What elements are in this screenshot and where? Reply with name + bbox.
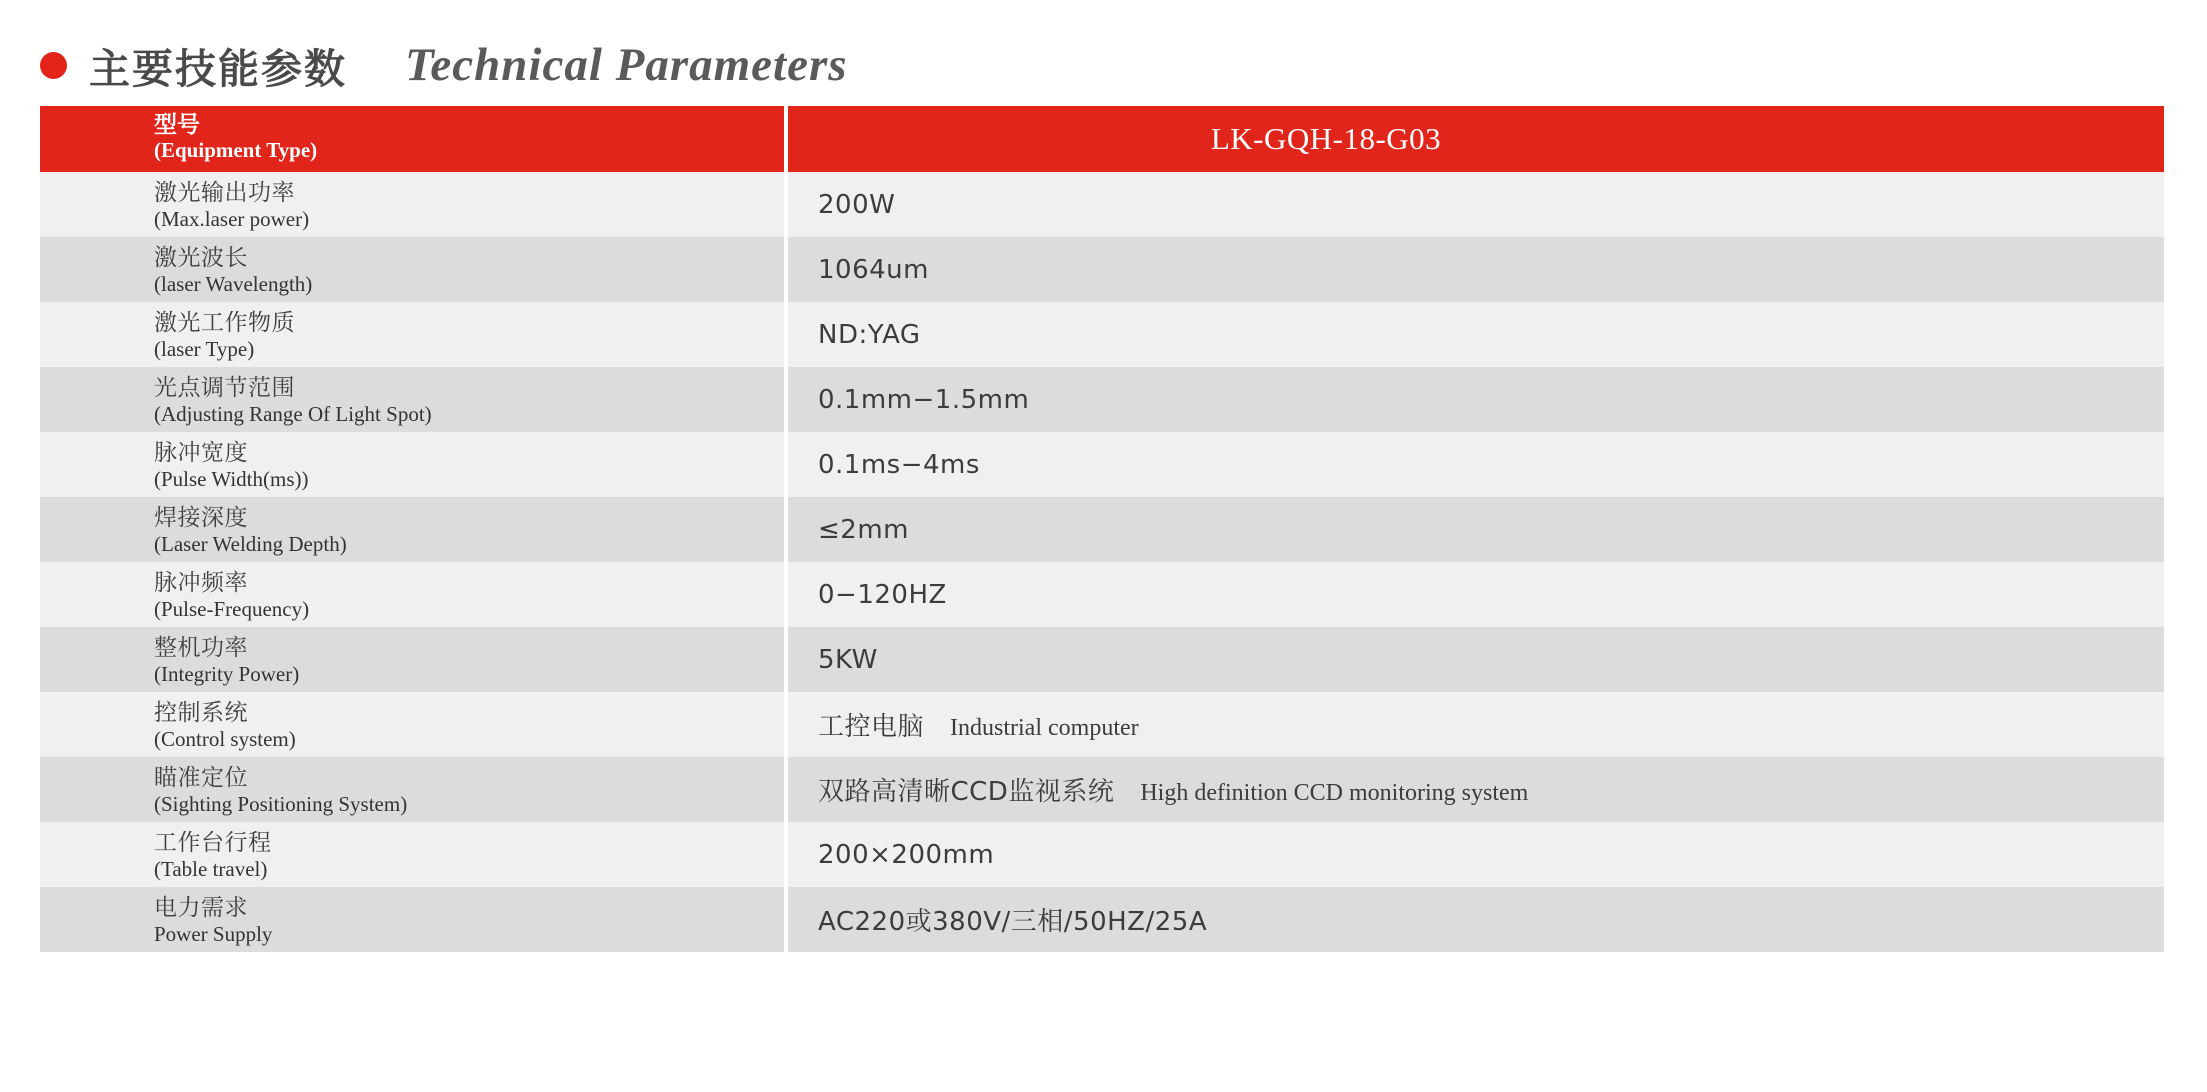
table-header-model-cell [788, 106, 2164, 172]
param-label-cn: 工作台行程 [154, 830, 272, 856]
param-label-en: (Adjusting Range Of Light Spot) [154, 402, 432, 426]
param-value: 200W [818, 189, 896, 220]
table-header-label-cell [40, 106, 788, 172]
table-row [40, 432, 2164, 497]
table-row [40, 497, 2164, 562]
param-value-sub: Industrial computer [950, 715, 1139, 741]
param-label-en: (Table travel) [154, 857, 268, 881]
param-label-cn: 激光输出功率 [154, 180, 295, 206]
param-label-en: (Pulse-Frequency) [154, 597, 310, 621]
param-value: 1064um [818, 254, 929, 285]
table-row [40, 562, 2164, 627]
param-label-cn: 光点调节范围 [154, 375, 295, 401]
param-value: 5KW [818, 644, 878, 675]
param-value-cell [788, 367, 2164, 432]
equipment-model-value: LK-GQH-18-G03 [1210, 121, 1442, 156]
param-label-cell [40, 432, 788, 497]
table-header-label-en: (Equipment Type) [154, 138, 318, 162]
param-value-cell [788, 887, 2164, 952]
page-heading [0, 0, 2207, 92]
bullet-icon [40, 52, 67, 79]
param-label-cell [40, 822, 788, 887]
param-value-sub: High definition CCD monitoring system [1140, 780, 1529, 806]
param-label-en: (Max.laser power) [154, 207, 310, 231]
param-label-cell [40, 757, 788, 822]
param-value: 0.1ms−4ms [818, 449, 980, 480]
param-label-en: (laser Type) [154, 337, 255, 361]
param-value: 200×200mm [818, 839, 995, 870]
param-value: 双路高清晰CCD监视系统 [818, 777, 1115, 807]
param-label-en: (laser Wavelength) [154, 272, 313, 296]
table-row [40, 757, 2164, 822]
technical-parameters-table [40, 106, 2164, 952]
param-label-en: (Sighting Positioning System) [154, 792, 408, 816]
table-header-label-cn: 型号 [154, 112, 200, 138]
table-row [40, 367, 2164, 432]
table-header-row [40, 106, 2164, 172]
table-row [40, 237, 2164, 302]
param-label-cn: 瞄准定位 [154, 765, 248, 791]
param-value: 0.1mm−1.5mm [818, 384, 1030, 415]
param-value: ND:YAG [818, 319, 921, 350]
param-label-cell [40, 172, 788, 237]
param-label-cell [40, 627, 788, 692]
param-label-cn: 电力需求 [154, 895, 248, 921]
param-label-cn: 脉冲频率 [154, 570, 248, 596]
heading-title-en: Technical Parameters [405, 39, 848, 91]
param-value-cell [788, 432, 2164, 497]
param-label-cell [40, 237, 788, 302]
param-value: 工控电脑 [818, 712, 925, 742]
table-row [40, 887, 2164, 952]
param-value-cell [788, 822, 2164, 887]
param-value-cell [788, 302, 2164, 367]
param-value: 0−120HZ [818, 579, 947, 610]
param-value: ≤2mm [818, 514, 909, 545]
heading-title-cn: 主要技能参数 [89, 44, 347, 93]
param-label-cell [40, 562, 788, 627]
param-value-cell [788, 757, 2164, 822]
table-row [40, 692, 2164, 757]
param-value-cell [788, 562, 2164, 627]
table-row [40, 172, 2164, 237]
param-label-en: (Integrity Power) [154, 662, 300, 686]
table-row [40, 627, 2164, 692]
table-row [40, 822, 2164, 887]
table-row [40, 302, 2164, 367]
param-value-cell [788, 172, 2164, 237]
param-label-cell [40, 302, 788, 367]
param-label-en: Power Supply [154, 922, 273, 946]
param-label-cn: 激光工作物质 [154, 310, 295, 336]
param-value-cell [788, 627, 2164, 692]
param-label-en: (Control system) [154, 727, 296, 751]
param-value-cell [788, 692, 2164, 757]
param-label-cell [40, 887, 788, 952]
param-value-cell [788, 497, 2164, 562]
param-value: AC220或380V/三相/50HZ/25A [818, 907, 1208, 937]
param-label-cell [40, 367, 788, 432]
param-label-en: (Laser Welding Depth) [154, 532, 347, 556]
param-label-en: (Pulse Width(ms)) [154, 467, 309, 491]
param-value-cell [788, 237, 2164, 302]
param-label-cell [40, 497, 788, 562]
param-label-cn: 脉冲宽度 [154, 440, 248, 466]
param-label-cn: 焊接深度 [154, 505, 248, 531]
param-label-cn: 控制系统 [154, 700, 248, 726]
param-label-cell [40, 692, 788, 757]
param-label-cn: 激光波长 [154, 245, 248, 271]
param-label-cn: 整机功率 [154, 635, 248, 661]
